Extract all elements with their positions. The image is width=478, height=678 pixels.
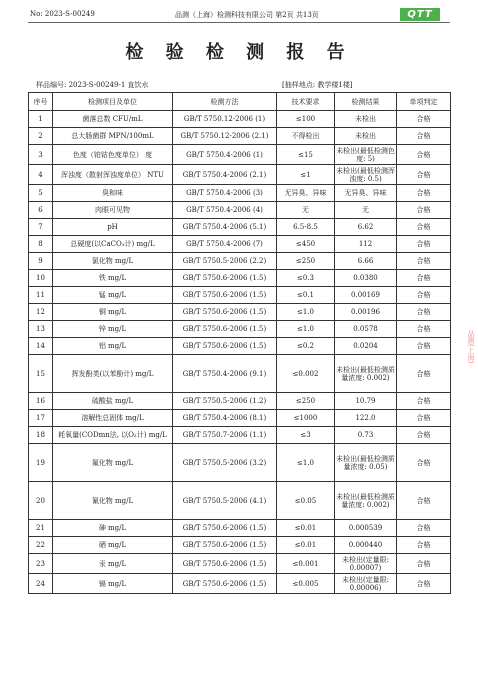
cell-index: 20 [29, 482, 53, 520]
cell-result: 未检出(最低检测色度: 5) [336, 146, 395, 163]
cell-requirement: 6.5-8.5 [277, 219, 335, 236]
cell-method: GB/T 5750.6-2006 (1.5) [173, 321, 277, 338]
table-row [29, 165, 451, 185]
cell-requirement: ≤3 [277, 427, 335, 444]
cell-index: 9 [29, 253, 53, 270]
cell-method: GB/T 5750.12-2006 (2.1) [173, 128, 277, 145]
cell-judgement: 合格 [397, 574, 451, 594]
cell-method: GB/T 5750.5-2006 (1.2) [173, 393, 277, 410]
cell-item: 总大肠菌群 MPN/100mL [53, 128, 173, 145]
cell-item: 氟化物 mg/L [53, 444, 173, 482]
cell-judgement: 合格 [397, 427, 451, 444]
cell-index: 24 [29, 574, 53, 594]
cell-method: GB/T 5750.4-2006 (1) [173, 145, 277, 165]
cell-method: GB/T 5750.4-2006 (7) [173, 236, 277, 253]
cell-judgement: 合格 [397, 410, 451, 427]
results-table [28, 92, 451, 594]
cell-item: 氰化物 mg/L [53, 482, 173, 520]
cell-method: GB/T 5750.6-2006 (1.5) [173, 554, 277, 574]
table-row [29, 574, 451, 594]
col-header-result: 检测结果 [335, 93, 397, 111]
cell-index: 14 [29, 338, 53, 355]
cell-index: 1 [29, 111, 53, 128]
cell-requirement: ≤1.0 [277, 444, 335, 482]
table-row [29, 128, 451, 145]
cell-requirement: ≤0.3 [277, 270, 335, 287]
cell-item: 硒 mg/L [53, 537, 173, 554]
table-row [29, 537, 451, 554]
col-header-item: 检测项目及单位 [53, 93, 173, 111]
cell-index: 2 [29, 128, 53, 145]
cell-index: 21 [29, 520, 53, 537]
table-row [29, 304, 451, 321]
cell-requirement: ≤0.001 [277, 554, 335, 574]
cell-requirement: ≤0.05 [277, 482, 335, 520]
table-row [29, 202, 451, 219]
cell-method: GB/T 5750.4-2006 (9.1) [173, 355, 277, 393]
cell-requirement: ≤1.0 [277, 304, 335, 321]
cell-result: 6.66 [335, 253, 397, 270]
table-row [29, 219, 451, 236]
cell-judgement: 合格 [397, 355, 451, 393]
cell-result: 6.62 [335, 219, 397, 236]
cell-result: 0.0204 [335, 338, 397, 355]
company-stamp: 品测(上海) [467, 330, 475, 364]
cell-judgement: 合格 [397, 287, 451, 304]
cell-judgement: 合格 [397, 202, 451, 219]
cell-result: 未检出(最低检测浑浊度: 0.5) [336, 166, 395, 183]
cell-method: GB/T 5750.5-2006 (4.1) [173, 482, 277, 520]
cell-method: GB/T 5750.6-2006 (1.5) [173, 338, 277, 355]
cell-result: 未检出(定量限: 0.00007) [335, 554, 397, 574]
cell-item: 肉眼可见物 [53, 202, 173, 219]
cell-method: GB/T 5750.5-2006 (2.2) [173, 253, 277, 270]
cell-requirement: ≤1000 [277, 410, 335, 427]
cell-result: 未检出(定量限: 0.00006) [335, 574, 397, 594]
cell-method: GB/T 5750.6-2006 (1.5) [173, 574, 277, 594]
cell-item: 挥发酚类(以苯酚计) mg/L [53, 355, 173, 393]
cell-item: 锌 mg/L [53, 321, 173, 338]
cell-result: 未检出 [335, 111, 397, 128]
table-row [29, 355, 451, 393]
cell-requirement: ≤0.2 [277, 338, 335, 355]
cell-item: 铜 mg/L [53, 304, 173, 321]
cell-method: GB/T 5750.6-2006 (1.5) [173, 287, 277, 304]
cell-requirement: ≤250 [277, 253, 335, 270]
cell-requirement: ≤0.1 [277, 287, 335, 304]
cell-judgement: 合格 [397, 145, 451, 165]
sampling-location: [抽样地点: 教学楼1楼] [282, 81, 353, 89]
table-row [29, 482, 451, 520]
cell-index: 17 [29, 410, 53, 427]
cell-method: GB/T 5750.4-2006 (3) [173, 185, 277, 202]
table-row [29, 338, 451, 355]
cell-index: 23 [29, 554, 53, 574]
cell-item: 臭和味 [53, 185, 173, 202]
cell-method: GB/T 5750.4-2006 (5.1) [173, 219, 277, 236]
cell-index: 3 [29, 145, 53, 165]
cell-requirement: ≤0.005 [277, 574, 335, 594]
cell-result: 0.0578 [335, 321, 397, 338]
cell-item: 浑浊度（散射浑浊度单位） NTU [53, 165, 173, 185]
table-row [29, 393, 451, 410]
col-header-requirement: 技术要求 [277, 93, 335, 111]
cell-result: 122.0 [335, 410, 397, 427]
cell-judgement: 合格 [397, 482, 451, 520]
cell-requirement: ≤100 [277, 111, 335, 128]
cell-item: 总硬度(以CaCO₃计) mg/L [53, 236, 173, 253]
cell-index: 16 [29, 393, 53, 410]
table-row [29, 145, 451, 165]
cell-result: 0.0380 [335, 270, 397, 287]
cell-item: 氯化物 mg/L [53, 253, 173, 270]
page-header [0, 6, 478, 22]
cell-item: 锰 mg/L [53, 287, 173, 304]
table-row [29, 427, 451, 444]
cell-method: GB/T 5750.6-2006 (1.5) [173, 537, 277, 554]
cell-judgement: 合格 [397, 444, 451, 482]
table-row [29, 270, 451, 287]
cell-method: GB/T 5750.6-2006 (1.5) [173, 304, 277, 321]
cell-index: 4 [29, 165, 53, 185]
cell-result: 未检出 [335, 128, 397, 145]
cell-judgement: 合格 [397, 185, 451, 202]
table-row [29, 111, 451, 128]
cell-result: 0.73 [335, 427, 397, 444]
cell-judgement: 合格 [397, 165, 451, 185]
cell-index: 8 [29, 236, 53, 253]
col-header-method: 检测方法 [173, 93, 277, 111]
cell-requirement: ≤0.01 [277, 537, 335, 554]
cell-judgement: 合格 [397, 253, 451, 270]
cell-item: 溶解性总固体 mg/L [53, 410, 173, 427]
cell-judgement: 合格 [397, 219, 451, 236]
table-row [29, 444, 451, 482]
cell-judgement: 合格 [397, 111, 451, 128]
report-number: No: 2023-S-00249 [30, 10, 95, 18]
cell-result: 0.00196 [335, 304, 397, 321]
table-row [29, 520, 451, 537]
cell-judgement: 合格 [397, 270, 451, 287]
cell-result: 10.79 [335, 393, 397, 410]
cell-index: 15 [29, 355, 53, 393]
table-row [29, 253, 451, 270]
cell-item: 铁 mg/L [53, 270, 173, 287]
table-header-row [29, 93, 451, 111]
table-row [29, 236, 451, 253]
cell-judgement: 合格 [397, 554, 451, 574]
cell-requirement: 无 [277, 202, 335, 219]
cell-result: 未检出(最低检测质量浓度: 0.05) [335, 444, 397, 482]
table-row [29, 410, 451, 427]
cell-index: 11 [29, 287, 53, 304]
cell-result: 无异臭、异味 [335, 185, 397, 202]
table-row [29, 321, 451, 338]
cell-index: 18 [29, 427, 53, 444]
cell-judgement: 合格 [397, 236, 451, 253]
cell-judgement: 合格 [397, 128, 451, 145]
cell-requirement: ≤0.01 [277, 520, 335, 537]
cell-index: 12 [29, 304, 53, 321]
table-row [29, 554, 451, 574]
col-header-index: 序号 [29, 93, 53, 111]
cell-method: GB/T 5750.6-2006 (1.5) [173, 520, 277, 537]
cell-result: 未检出(最低检测质量浓度: 0.002) [335, 355, 397, 393]
cell-method: GB/T 5750.12-2006 (1) [173, 111, 277, 128]
cell-method: GB/T 5750.4-2006 (8.1) [173, 410, 277, 427]
company-logo: QTT [400, 8, 440, 21]
page-title: 检 验 检 测 报 告 [125, 42, 353, 63]
cell-index: 22 [29, 537, 53, 554]
cell-item: 镉 mg/L [53, 574, 173, 594]
cell-item: pH [53, 219, 173, 236]
cell-result: 0.00169 [335, 287, 397, 304]
company-pagination: 品测（上海）检测科技有限公司 第2页 共13页 [175, 11, 319, 19]
cell-requirement: 不得检出 [277, 128, 335, 145]
cell-method: GB/T 5750.6-2006 (1.5) [173, 270, 277, 287]
cell-index: 10 [29, 270, 53, 287]
cell-item: 色度（铂钴色度单位） 度 [53, 145, 173, 165]
cell-requirement: ≤1.0 [277, 321, 335, 338]
cell-item: 耗氧量(CODmn法, 以O₂计) mg/L [53, 427, 173, 444]
cell-item: 菌落总数 CFU/mL [53, 111, 173, 128]
table-row [29, 287, 451, 304]
cell-item: 汞 mg/L [53, 554, 173, 574]
cell-method: GB/T 5750.4-2006 (2.1) [173, 165, 277, 185]
col-header-judgement: 单项判定 [397, 93, 451, 111]
cell-judgement: 合格 [397, 321, 451, 338]
cell-requirement: ≤15 [277, 145, 335, 165]
cell-requirement: ≤450 [277, 236, 335, 253]
cell-index: 5 [29, 185, 53, 202]
cell-index: 7 [29, 219, 53, 236]
cell-index: 6 [29, 202, 53, 219]
cell-requirement: ≤1 [277, 165, 335, 185]
cell-item: 铝 mg/L [53, 338, 173, 355]
cell-judgement: 合格 [397, 393, 451, 410]
cell-index: 13 [29, 321, 53, 338]
table-row [29, 185, 451, 202]
cell-judgement: 合格 [397, 304, 451, 321]
cell-judgement: 合格 [397, 537, 451, 554]
cell-requirement: ≤250 [277, 393, 335, 410]
cell-item: 硫酸盐 mg/L [53, 393, 173, 410]
cell-index: 19 [29, 444, 53, 482]
cell-result: 无 [335, 202, 397, 219]
cell-method: GB/T 5750.5-2006 (3.2) [173, 444, 277, 482]
cell-judgement: 合格 [397, 338, 451, 355]
cell-result: 0.000539 [335, 520, 397, 537]
cell-method: GB/T 5750.4-2006 (4) [173, 202, 277, 219]
cell-item: 砷 mg/L [53, 520, 173, 537]
cell-requirement: ≤0.002 [277, 355, 335, 393]
cell-judgement: 合格 [397, 520, 451, 537]
header-divider [28, 22, 450, 23]
cell-result: 112 [335, 236, 397, 253]
sample-number: 样品编号: 2023-S-00249-1 直饮水 [36, 81, 149, 89]
cell-requirement: 无异臭、异味 [277, 185, 335, 202]
cell-result: 未检出(最低检测质量浓度: 0.002) [335, 482, 397, 520]
cell-method: GB/T 5750.7-2006 (1.1) [173, 427, 277, 444]
cell-result: 0.000440 [335, 537, 397, 554]
